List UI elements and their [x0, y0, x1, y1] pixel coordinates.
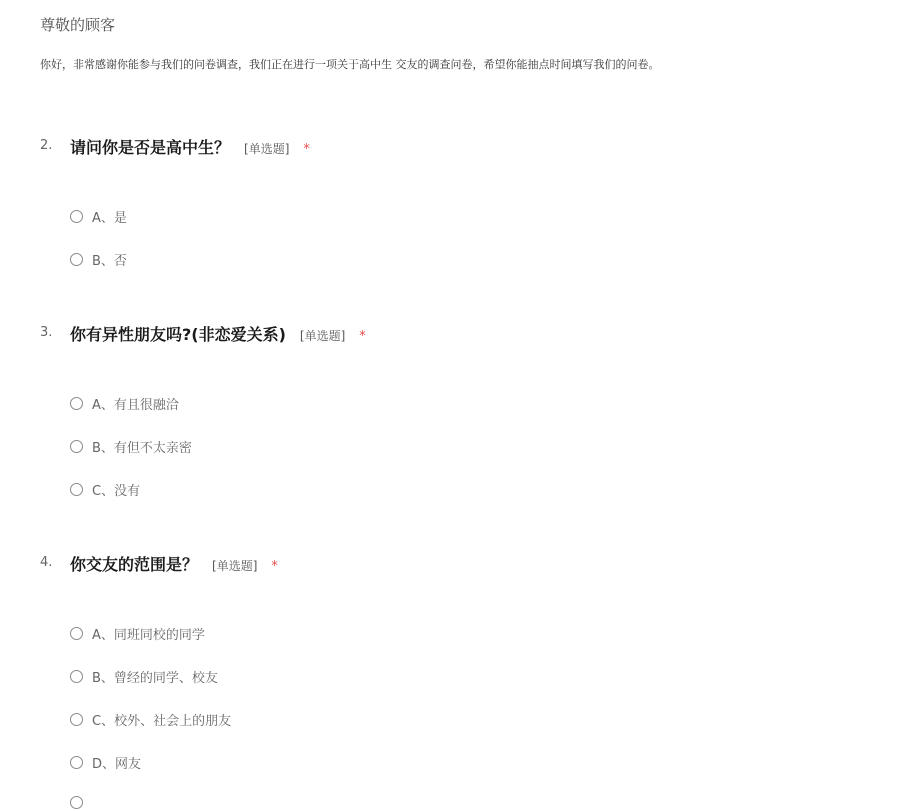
question-number: 4. [40, 555, 53, 570]
option-q2-b[interactable] [70, 249, 127, 269]
option-label: A、是 [92, 210, 127, 226]
option-q4-a[interactable] [70, 623, 205, 643]
option-label: A、有且很融洽 [92, 397, 179, 413]
option-q3-b[interactable] [70, 436, 192, 456]
required-asterisk: * [359, 329, 366, 344]
question-title-row [70, 322, 366, 345]
radio-button[interactable] [70, 440, 83, 453]
radio-button[interactable] [70, 756, 83, 769]
radio-button[interactable] [70, 713, 83, 726]
option-q3-a[interactable] [70, 393, 179, 413]
radio-button[interactable] [70, 210, 83, 223]
required-asterisk: * [271, 559, 278, 574]
question-type-label: [单选题] [212, 559, 258, 573]
radio-button[interactable] [70, 397, 83, 410]
question-number: 3. [40, 325, 53, 340]
question-type-label: [单选题] [244, 142, 290, 156]
radio-button[interactable] [70, 670, 83, 683]
question-header [0, 322, 900, 346]
question-title-row [70, 552, 278, 575]
option-q3-c[interactable] [70, 479, 140, 499]
question-title-row [70, 135, 310, 158]
radio-button[interactable] [70, 483, 83, 496]
option-label: B、曾经的同学、校友 [92, 670, 218, 686]
option-q4-c[interactable] [70, 709, 231, 729]
question-header [0, 552, 900, 576]
question-type-label: [单选题] [299, 329, 346, 343]
option-label: C、校外、社会上的朋友 [92, 713, 232, 729]
question-header [0, 135, 900, 159]
option-q4-b[interactable] [70, 666, 218, 686]
question-number: 2. [40, 138, 53, 153]
required-asterisk: * [303, 142, 310, 157]
option-q2-a[interactable] [70, 206, 127, 226]
radio-button[interactable] [70, 627, 83, 640]
question-text: 你交友的范围是？ [70, 555, 199, 574]
option-label: B、否 [92, 253, 127, 269]
question-text: 请问你是否是高中生？ [70, 138, 231, 157]
survey-title: 尊敬的顾客 [40, 16, 116, 34]
survey-intro: 你好，非常感谢你能参与我们的问卷调查，我们正在进行一项关于高中生 交友的调查问卷，希望你能抽点时间填写我们的问卷。 [40, 58, 660, 71]
option-label: D、网友 [92, 756, 142, 772]
radio-button[interactable] [70, 253, 83, 266]
option-q4-d[interactable] [70, 752, 141, 772]
option-label: A、同班同校的同学 [92, 627, 205, 643]
question-text: 你有异性朋友吗?(非恋爱关系) [70, 325, 286, 344]
option-label: B、有但不太亲密 [92, 440, 192, 456]
radio-button-partial[interactable] [70, 796, 83, 809]
option-label: C、没有 [92, 483, 141, 499]
